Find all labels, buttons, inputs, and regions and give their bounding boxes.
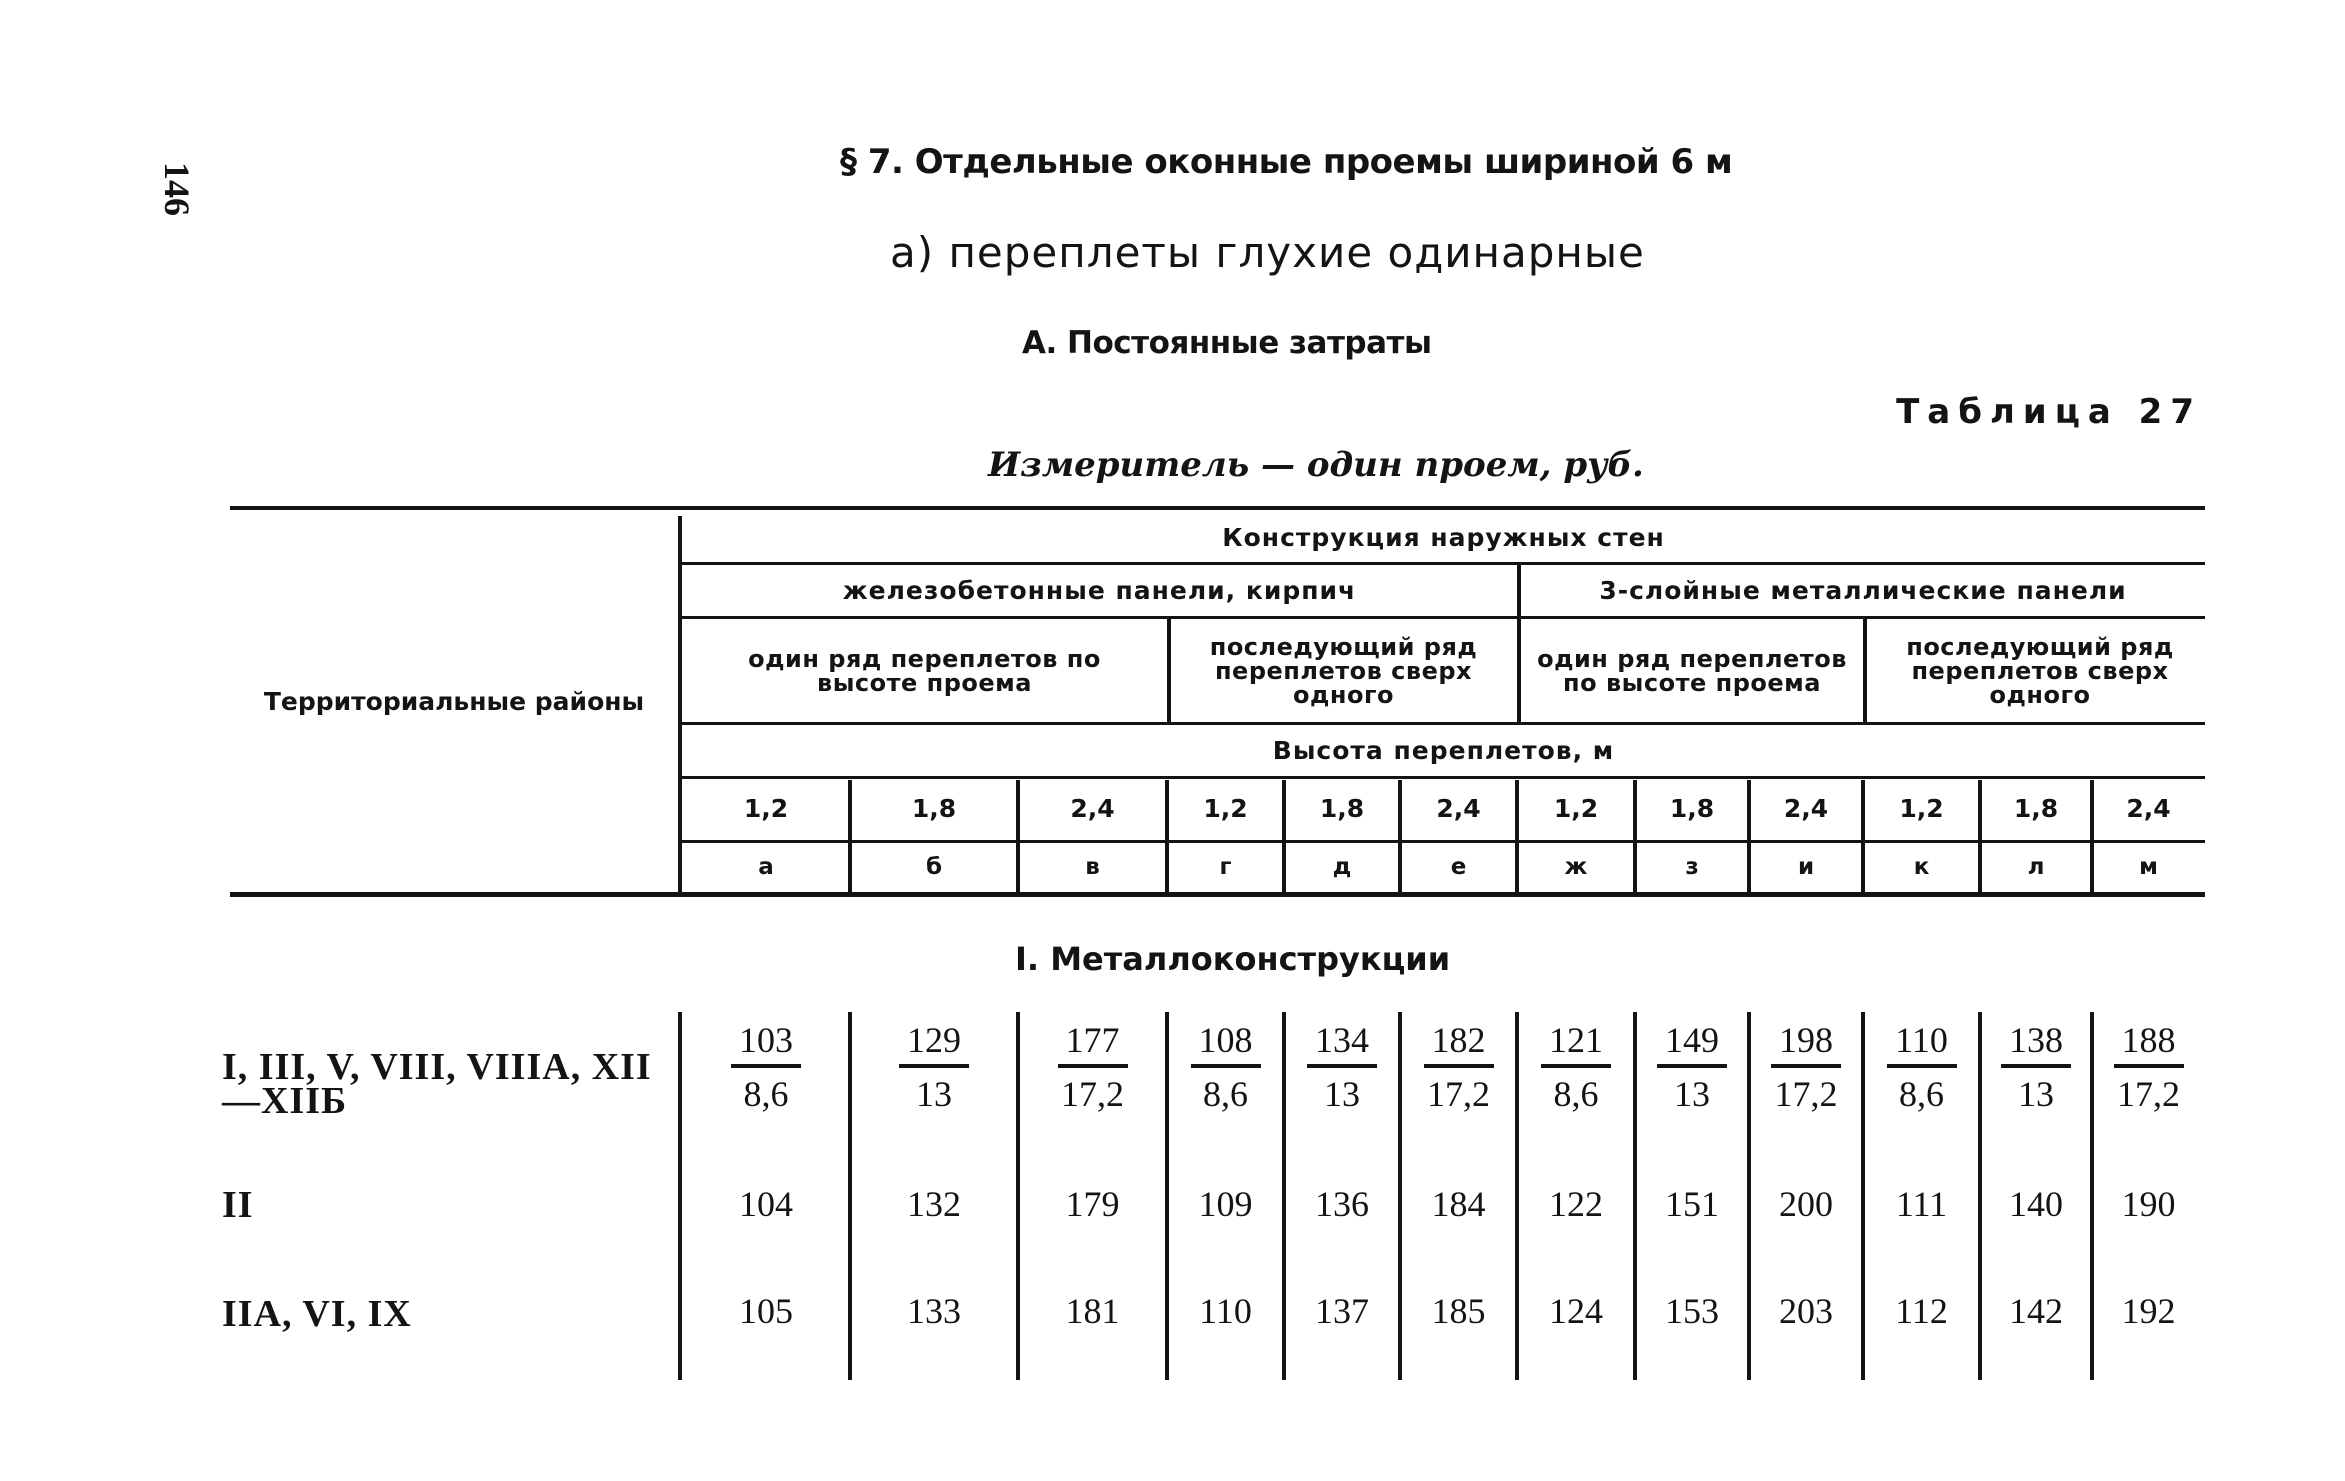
- fraction-cell: [1635, 1022, 1749, 1112]
- value-cell: 190: [2121, 1184, 2176, 1224]
- value-cell: 105: [739, 1291, 793, 1331]
- value-cell: 203: [1779, 1291, 1833, 1331]
- value-cell: 111: [1895, 1184, 1948, 1224]
- column-letter: м: [2139, 853, 2158, 880]
- fraction-cell: [1863, 1022, 1980, 1112]
- fraction-denominator: 13: [1674, 1074, 1710, 1114]
- value-cell: 132: [907, 1184, 961, 1224]
- column-letter: в: [1085, 853, 1100, 880]
- fraction-numerator: 110: [1895, 1020, 1948, 1060]
- fraction-numerator: 138: [2009, 1020, 2063, 1060]
- fraction-bar: [1771, 1064, 1841, 1068]
- fraction-denominator: 17,2: [2117, 1074, 2180, 1114]
- value-cell: 133: [907, 1291, 961, 1331]
- value-cell: 122: [1549, 1184, 1603, 1224]
- value-cell: 181: [1065, 1291, 1120, 1331]
- column-underline: [1408, 840, 1509, 843]
- subgroup-divider-1: [1167, 619, 1171, 722]
- table-header-bottom-rule: [230, 892, 2205, 897]
- district-label: II: [222, 1184, 254, 1226]
- metal-structures-title: I. Металлоконструкции: [1015, 940, 1451, 978]
- value-cell: 192: [2121, 1291, 2176, 1331]
- column-underline: [858, 840, 1010, 843]
- height-value: 2,4: [1070, 793, 1115, 823]
- group-header-metal: 3-слойные металлические панели: [1599, 576, 2127, 605]
- column-letter: е: [1450, 853, 1467, 880]
- fraction-denominator: 8,6: [1203, 1074, 1248, 1114]
- section-heading: § 7. Отдельные оконные проемы шириной 6 м: [840, 142, 1733, 182]
- column-underline: [690, 840, 842, 843]
- value-cell: 151: [1665, 1184, 1719, 1224]
- fraction-denominator: 8,6: [1899, 1074, 1944, 1114]
- unit-label: Измеритель — один проем, руб.: [988, 445, 1644, 485]
- subgroup-header: один ряд переплетов по высоте проема: [748, 644, 1101, 697]
- fraction-bar: [1657, 1064, 1727, 1068]
- column-letter: з: [1685, 853, 1699, 880]
- value-cell: 137: [1315, 1291, 1369, 1331]
- cost-section-title: А. Постоянные затраты: [1022, 325, 1432, 361]
- fraction-denominator: 17,2: [1774, 1074, 1838, 1114]
- page-number: 146: [157, 162, 197, 216]
- fraction-numerator: 182: [1431, 1020, 1486, 1060]
- value-cell: 179: [1065, 1184, 1120, 1224]
- height-value: 1,8: [1319, 793, 1365, 823]
- value-cell: 112: [1895, 1291, 1948, 1331]
- fraction-numerator: 177: [1065, 1020, 1120, 1060]
- column-underline: [1026, 840, 1159, 843]
- fraction-bar: [2001, 1064, 2071, 1068]
- district-label: I, III, V, VIII, VIIIA, XII—XIIБ: [222, 1046, 652, 1122]
- fraction-bar: [1058, 1064, 1128, 1068]
- height-value: 1,8: [1669, 793, 1715, 823]
- column-underline: [1175, 840, 1276, 843]
- height-value: 1,8: [2013, 793, 2059, 823]
- column-underline: [1757, 840, 1855, 843]
- height-value: 1,2: [743, 793, 789, 823]
- column-underline: [1643, 840, 1741, 843]
- subgroup-header: последующий ряд переплетов сверх одного: [1209, 632, 1478, 709]
- construction-header: Конструкция наружных стен: [1222, 522, 1665, 552]
- column-underline: [1525, 840, 1627, 843]
- column-underline: [1988, 840, 2084, 843]
- fraction-cell: [1517, 1022, 1635, 1112]
- subgroup-header: последующий ряд переплетов сверх одного: [1906, 632, 2174, 709]
- height-header: Высота переплетов, м: [1272, 736, 1615, 765]
- districts-header: Территориальные районы: [263, 686, 645, 716]
- fraction-cell: [682, 1022, 850, 1112]
- fraction-denominator: 8,6: [1553, 1074, 1599, 1114]
- fraction-numerator: 149: [1665, 1020, 1719, 1060]
- fraction-denominator: 13: [2018, 1074, 2054, 1114]
- value-cell: 104: [739, 1184, 793, 1224]
- column-underline: [1292, 840, 1392, 843]
- value-cell: 142: [2009, 1291, 2063, 1331]
- fraction-denominator: 8,6: [743, 1074, 789, 1114]
- height-value: 2,4: [1436, 793, 1481, 823]
- fraction-numerator: 121: [1549, 1020, 1603, 1060]
- fraction-cell: [2092, 1022, 2205, 1112]
- value-cell: 184: [1431, 1184, 1486, 1224]
- fraction-numerator: 103: [739, 1020, 793, 1060]
- fraction-bar: [1887, 1064, 1957, 1068]
- fraction-cell: [1980, 1022, 2092, 1112]
- fraction-numerator: 108: [1198, 1020, 1253, 1060]
- fraction-bar: [899, 1064, 969, 1068]
- column-letter: д: [1332, 853, 1352, 880]
- height-value: 1,2: [1899, 793, 1944, 823]
- value-cell: 124: [1549, 1291, 1603, 1331]
- column-letter: а: [758, 853, 774, 880]
- fraction-cell: [1284, 1022, 1400, 1112]
- height-value: 1,8: [911, 793, 957, 823]
- fraction-denominator: 13: [1324, 1074, 1360, 1114]
- subheading: а) переплеты глухие одинарные: [890, 228, 1645, 277]
- value-cell: 200: [1779, 1184, 1833, 1224]
- table-label: Таблица 27: [1896, 392, 2202, 432]
- fraction-numerator: 198: [1779, 1020, 1833, 1060]
- column-letter: б: [925, 853, 943, 880]
- height-value: 2,4: [1783, 793, 1829, 823]
- column-letter: и: [1797, 853, 1815, 880]
- value-cell: 109: [1198, 1184, 1253, 1224]
- column-underline: [2100, 840, 2197, 843]
- column-letter: к: [1913, 853, 1930, 880]
- fraction-denominator: 17,2: [1061, 1074, 1124, 1114]
- district-label: IIA, VI, IX: [222, 1293, 412, 1335]
- column-letter: г: [1219, 853, 1232, 880]
- column-letter: ж: [1564, 853, 1588, 880]
- height-value: 2,4: [2126, 793, 2171, 823]
- height-value: 1,2: [1203, 793, 1248, 823]
- fraction-bar: [1191, 1064, 1261, 1068]
- group-header-concrete: железобетонные панели, кирпич: [842, 576, 1357, 605]
- fraction-bar: [1541, 1064, 1611, 1068]
- fraction-bar: [731, 1064, 801, 1068]
- value-cell: 140: [2009, 1184, 2063, 1224]
- fraction-numerator: 129: [907, 1020, 961, 1060]
- fraction-cell: [1018, 1022, 1167, 1112]
- fraction-bar: [2114, 1064, 2184, 1068]
- fraction-cell: [1749, 1022, 1863, 1112]
- value-cell: 153: [1665, 1291, 1719, 1331]
- column-letter: л: [2027, 853, 2045, 880]
- value-cell: 185: [1431, 1291, 1486, 1331]
- fraction-numerator: 134: [1315, 1020, 1369, 1060]
- rule-under-height-header: [682, 776, 2205, 779]
- subgroup-header: один ряд переплетов по высоте проема: [1537, 644, 1847, 697]
- fraction-denominator: 17,2: [1427, 1074, 1490, 1114]
- fraction-bar: [1424, 1064, 1494, 1068]
- value-cell: 136: [1315, 1184, 1369, 1224]
- fraction-numerator: 188: [2121, 1020, 2176, 1060]
- subgroup-divider-2: [1863, 619, 1867, 722]
- fraction-bar: [1307, 1064, 1377, 1068]
- fraction-cell: [1167, 1022, 1284, 1112]
- fraction-cell: [850, 1022, 1018, 1112]
- fraction-denominator: 13: [916, 1074, 952, 1114]
- fraction-cell: [1400, 1022, 1517, 1112]
- value-cell: 110: [1199, 1291, 1252, 1331]
- height-value: 1,2: [1553, 793, 1599, 823]
- column-underline: [1871, 840, 1972, 843]
